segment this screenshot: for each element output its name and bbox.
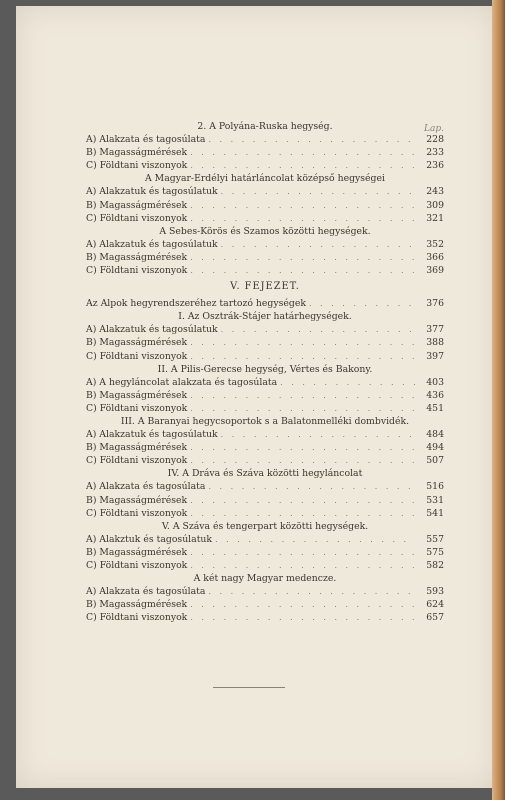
toc-entry — [86, 598, 444, 611]
toc-entry-page: 397 — [426, 350, 444, 362]
toc-entry-label: C) Földtani viszonyok — [86, 212, 188, 224]
leader-dots — [190, 402, 415, 415]
leader-dots — [190, 389, 415, 402]
toc-entry — [86, 402, 444, 415]
toc-entry — [86, 546, 444, 559]
section-heading: 2. A Polyána-Ruska hegység. — [197, 121, 333, 132]
leader-dots — [280, 376, 415, 389]
toc-entry-label: A) Alakzata és tagosúlata — [86, 481, 206, 493]
leader-dots — [190, 494, 415, 507]
toc-entry-page: 236 — [426, 160, 444, 172]
toc-entry — [86, 454, 444, 467]
leader-dots — [190, 611, 415, 624]
leader-dots — [208, 585, 415, 598]
toc-entry — [86, 212, 444, 225]
page-column-label: Lap. — [424, 124, 444, 134]
leader-dots — [190, 251, 415, 264]
toc-entry-label: C) Földtani viszonyok — [86, 350, 188, 362]
leader-dots — [190, 159, 415, 172]
leader-dots — [190, 507, 415, 520]
toc-entry-label: B) Magasságmérések — [86, 599, 188, 611]
toc-entry-page: 484 — [426, 429, 444, 441]
toc-entry-page: 228 — [426, 134, 444, 146]
section-heading: III. A Baranyai hegycsoportok s a Balatonmelléki dombvidék. — [120, 415, 410, 427]
book-spine-edge — [492, 0, 505, 800]
toc-entry — [86, 238, 444, 251]
toc-entry-label: C) Földtani viszonyok — [86, 160, 188, 172]
toc-entry — [86, 585, 444, 598]
toc-entry — [86, 428, 444, 441]
toc-entry — [86, 376, 444, 389]
toc-entry-page: 243 — [426, 186, 444, 198]
toc-entry-page: 541 — [426, 507, 444, 519]
leader-dots — [190, 336, 415, 349]
toc-entry-page: 233 — [426, 147, 444, 159]
toc-entry-label: A) Alakzatuk és tagosúlatuk — [86, 429, 218, 441]
toc-entry-page: 507 — [426, 455, 444, 467]
toc-entry — [86, 133, 444, 146]
leader-dots — [190, 546, 415, 559]
leader-dots — [190, 199, 415, 212]
leader-dots — [221, 185, 415, 198]
section-heading: A Magyar-Erdélyi határláncolat középső hegységei — [145, 173, 385, 185]
toc-entry-label: C) Földtani viszonyok — [86, 265, 188, 277]
toc-entry-label: B) Magasságmérések — [86, 147, 188, 159]
toc-entry — [86, 533, 444, 546]
toc-entry-label: C) Földtani viszonyok — [86, 560, 188, 571]
toc-entry — [86, 323, 444, 336]
toc-entry-label: B) Magasságmérések — [86, 546, 188, 558]
toc-entry — [86, 185, 444, 198]
toc-part-two — [86, 310, 444, 624]
toc-entry — [86, 297, 444, 310]
leader-dots — [208, 480, 415, 493]
toc-entry — [86, 559, 444, 572]
section-heading: I. Az Osztrák-Stájer határhegységek. — [178, 311, 352, 323]
toc-entry — [86, 264, 444, 277]
leader-dots — [208, 133, 415, 146]
toc-entry — [86, 251, 444, 264]
toc-entry-label: A) Alakzatuk és tagosúlatuk — [86, 238, 218, 250]
section-heading: II. A Pilis-Gerecse hegység, Vértes és Bakony. — [157, 363, 373, 375]
toc-entry — [86, 480, 444, 493]
toc-entry-page: 352 — [426, 238, 444, 250]
toc-entry-label: A) Alakzatuk és tagosúlatuk — [86, 186, 218, 198]
toc-part-one — [86, 120, 444, 277]
toc-entry-page: 376 — [426, 298, 444, 310]
toc-entry — [86, 441, 444, 454]
leader-dots — [309, 297, 415, 310]
toc-entry-page: 436 — [426, 389, 444, 401]
toc-entry-label: C) Földtani viszonyok — [86, 612, 188, 624]
toc-entry — [86, 336, 444, 349]
toc-entry — [86, 494, 444, 507]
toc-entry-page: 369 — [426, 265, 444, 277]
leader-dots — [221, 238, 415, 251]
toc-entry-label: A) Alakzata és tagosúlata — [86, 586, 206, 598]
toc-entry-page: 403 — [426, 376, 444, 388]
leader-dots — [215, 533, 415, 546]
leader-dots — [221, 323, 415, 336]
toc-entry-label: C) Földtani viszonyok — [86, 402, 188, 414]
section-heading: A két nagy Magyar medencze. — [193, 573, 337, 585]
section-heading: A Sebes-Körös és Szamos közötti hegységek. — [159, 225, 371, 237]
toc-entry — [86, 350, 444, 363]
leader-dots — [221, 428, 415, 441]
toc-entry-label: Az Alpok hegyrendszeréhez tartozó hegységek — [86, 298, 306, 310]
leader-dots — [190, 350, 415, 363]
toc-entry — [86, 389, 444, 402]
toc-entry-page: 321 — [426, 212, 444, 224]
leader-dots — [190, 598, 415, 611]
toc-entry-page: 451 — [426, 402, 444, 414]
toc-entry-label: B) Magasságmérések — [86, 199, 188, 211]
toc-entry-label: B) Magasságmérések — [86, 494, 188, 506]
toc-entry — [86, 199, 444, 212]
leader-dots — [190, 212, 415, 225]
toc-entry-page: 557 — [426, 533, 444, 545]
toc-entry-page: 377 — [426, 324, 444, 336]
toc-entry-label: A) Alakztuk és tagosúlatuk — [86, 533, 213, 545]
chapter-heading: V. FEJEZET. — [230, 281, 300, 293]
toc-entry-label: B) Magasságmérések — [86, 389, 188, 401]
toc-entry-page: 309 — [426, 199, 444, 211]
toc-entry-label: B) Magasságmérések — [86, 337, 188, 349]
leader-dots — [190, 146, 415, 159]
toc-entry — [86, 146, 444, 159]
end-rule — [213, 687, 285, 688]
toc-entry-label: C) Földtani viszonyok — [86, 507, 188, 519]
leader-dots — [190, 264, 415, 277]
leader-dots — [190, 441, 415, 454]
toc-entry-label: A) A hegyláncolat alakzata és tagosúlata — [86, 376, 278, 388]
table-of-contents — [86, 120, 444, 624]
toc-entry-label: B) Magasságmérések — [86, 251, 188, 263]
section-heading: IV. A Dráva és Száva közötti hegyláncolat — [167, 468, 363, 480]
toc-entry-label: B) Magasságmérések — [86, 442, 188, 454]
toc-entry — [86, 507, 444, 520]
section-heading: V. A Száva és tengerpart közötti hegységek. — [161, 520, 369, 532]
toc-entry-page: 575 — [426, 546, 444, 558]
toc-entry-page: 593 — [426, 586, 444, 598]
toc-entry-page: 582 — [426, 560, 444, 571]
leader-dots — [190, 454, 415, 467]
toc-entry-page: 657 — [426, 612, 444, 624]
toc-entry-page: 388 — [426, 337, 444, 349]
toc-entry-label: C) Földtani viszonyok — [86, 455, 188, 467]
toc-entry-page: 366 — [426, 251, 444, 263]
toc-entry-page: 531 — [426, 494, 444, 506]
toc-entry-page: 624 — [426, 599, 444, 611]
toc-entry-label: A) Alakzatuk és tagosúlatuk — [86, 324, 218, 336]
toc-entry-label: A) Alakzata és tagosúlata — [86, 134, 206, 146]
toc-entry — [86, 159, 444, 172]
toc-entry-page: 494 — [426, 442, 444, 454]
leader-dots — [190, 559, 415, 572]
toc-entry-page: 516 — [426, 481, 444, 493]
toc-entry — [86, 611, 444, 624]
